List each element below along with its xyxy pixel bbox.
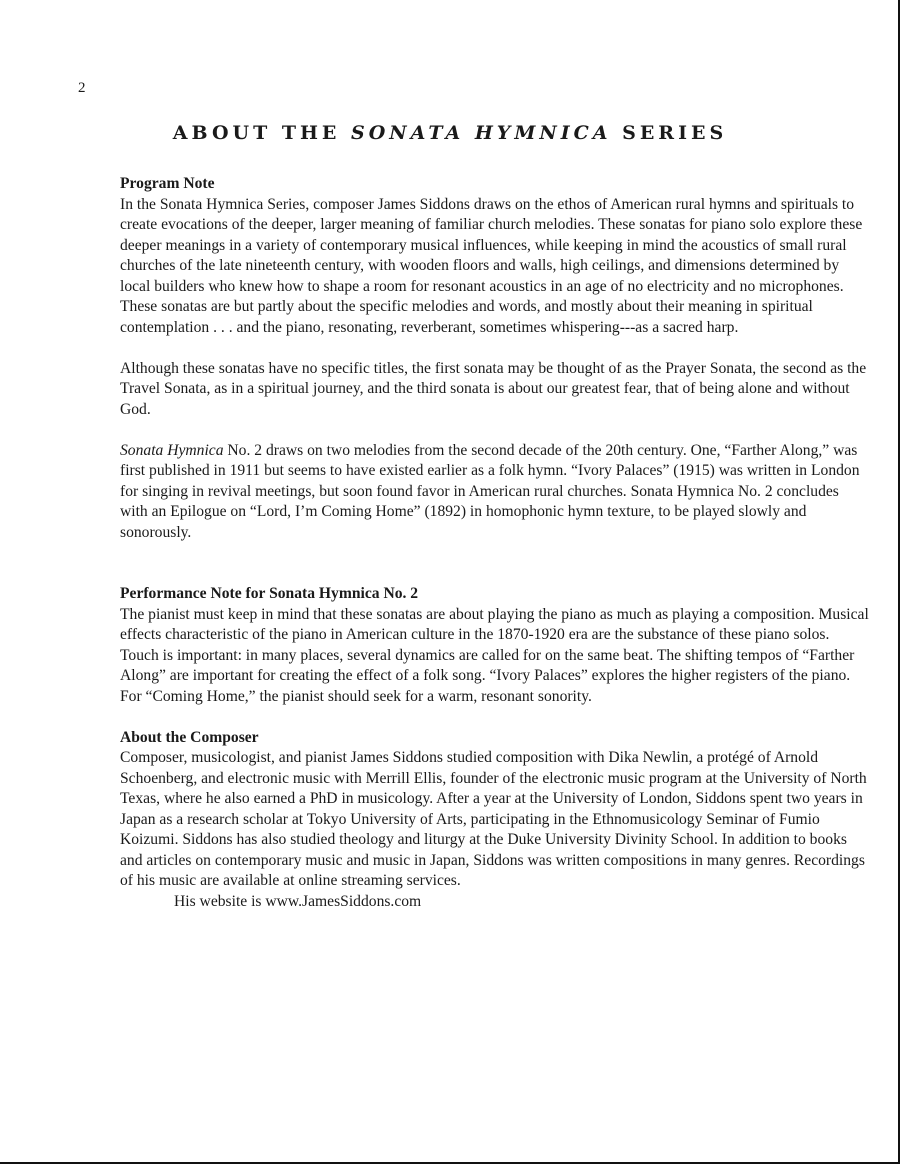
performance-note-heading: Performance Note for Sonata Hymnica No. 2	[120, 585, 419, 602]
title-prefix: ABOUT THE	[172, 122, 352, 144]
composer-website: His website is www.JamesSiddons.com	[174, 892, 422, 910]
program-note-paragraph-1: In the Sonata Hymnica Series, composer James Siddons draws on the ethos of American rural hymns and spirituals to create evocations of the deeper, larger meaning of familiar church melodies. These sonatas for piano solo explore these deeper meanings in a variety of contemporary musical influences, while keeping in mind the acoustics of small rural churches of the late nineteenth century, with wooden floors and walls, high ceilings, and dimensions determined by local builders who knew how to shape a room for resonant acoustics in an age of no electricity and no microphones. These sonatas are but partly about the specific melodies and words, and mostly about their meaning in spiritual contemplation . . . and the piano, resonating, reverberant, sometimes whispering---as a sacred harp.	[120, 195, 863, 336]
program-note-paragraph-3	[120, 441, 870, 544]
title-series-name: SONATA HYMNICA	[351, 122, 612, 144]
program-note-paragraph-3-italic: Sonata Hymnica	[120, 441, 224, 459]
title-suffix: SERIES	[611, 122, 728, 144]
program-note-paragraph-2: Although these sonatas have no specific titles, the first sonata may be thought of as the Prayer Sonata, the second as the Travel Sonata, as in a spiritual journey, and the third sonata is about our greatest fear, that of being alone and without God.	[120, 359, 867, 418]
about-composer-heading: About the Composer	[120, 728, 259, 746]
section-spacer	[120, 564, 870, 585]
about-composer-section	[120, 728, 870, 913]
page-title	[0, 122, 900, 144]
page-number: 2	[78, 80, 87, 96]
program-note-paragraph-3-text: No. 2 draws on two melodies from the second decade of the 20th century. One, “Farther Along,” was first published in 1911 but seems to have existed earlier as a folk hymn. “Ivory Palaces” (1915) was written in London for singing in revival meetings, but soon found favor in American rural churches. Sonata Hymnica No. 2 concludes with an Epilogue on “Lord, I’m Coming Home” (1892) in homophonic hymn texture, to be played slowly and sonorously.	[120, 441, 860, 541]
performance-note-section	[120, 584, 870, 707]
about-composer-paragraph: Composer, musicologist, and pianist James Siddons studied composition with Dika Newlin, a protégé of Arnold Schoenberg, and electronic music with Merrill Ellis, founder of the electronic music program at the University of North Texas, where he also earned a PhD in musicology. After a year at the University of London, Siddons spent two years in Japan as a research scholar at Tokyo University of Arts, participating in the Ethnomusicology Seminar of Fumio Koizumi. Siddons has also studied theology and liturgy at the Duke University Divinity School. In addition to books and articles on contemporary music and music in Japan, Siddons was written compositions in many genres. Recordings of his music are available at online streaming services.	[120, 749, 867, 889]
performance-note-paragraph: The pianist must keep in mind that these sonatas are about playing the piano as much as playing a composition. Musical effects characteristic of the piano in American culture in the 1870-1920 era are the substance of these piano solos. Touch is important: in many places, several dynamics are called for on the same beat. The shifting tempos of “Farther Along” are important for creating the effect of a folk song. “Ivory Palaces” explores the higher registers of the piano. For “Coming Home,” the pianist should seek for a warm, resonant sonority.	[120, 605, 869, 705]
program-note-heading: Program Note	[120, 175, 215, 192]
document-body	[120, 174, 870, 912]
program-note-section	[120, 174, 870, 543]
